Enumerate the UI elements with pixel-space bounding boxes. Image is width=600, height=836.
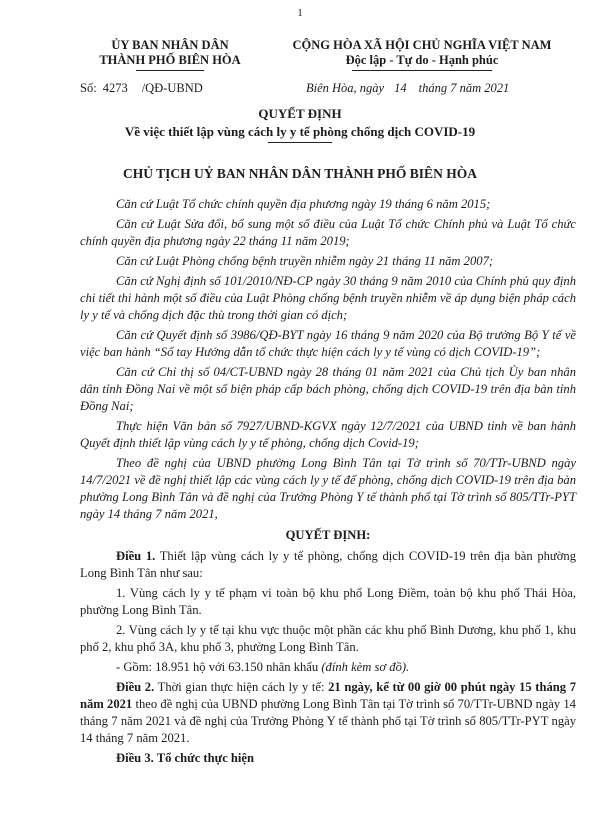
article-2-period: 21 ngày, kể từ 00 giờ 00 phút ngày 15 tháng 7 năm 2021 [80, 680, 577, 711]
subject-underline [268, 142, 332, 143]
article-1-label: Điều 1. [116, 549, 156, 563]
month-year: tháng 7 năm 2021 [418, 81, 510, 95]
org-line-1: ỦY BAN NHÂN DÂN [111, 38, 229, 52]
doc-code: /QĐ-UBND [141, 81, 203, 95]
document-number [80, 81, 203, 96]
nation-line-1: CỘNG HÒA XÃ HỘI CHỦ NGHĨA VIỆT NAM [292, 38, 552, 52]
preamble-7: Thực hiện Văn bản số 7927/UBND-KGVX ngày 12/7/2021 của UBND tỉnh về ban hành Quyết định thiết lập vùng cách ly y tế phòng, chống dịch Covid-19; [80, 419, 576, 450]
population-note: (đính kèm sơ đồ). [321, 660, 410, 674]
preamble-6: Căn cứ Chỉ thị số 04/CT-UBND ngày 28 tháng 01 năm 2021 của Chủ tịch Ủy ban nhân dân tỉnh Đồng Nai về một số biện pháp cấp bách phòng, chống dịch COVID-19 trên địa bàn tỉnh Đồng Nai; [80, 365, 576, 413]
doc-no: 4273 [102, 81, 128, 95]
doc-no-label: Số: [80, 81, 97, 95]
motto-underline [352, 70, 492, 71]
page-number: 1 [297, 7, 303, 19]
preamble-3: Căn cứ Luật Phòng chống bệnh truyền nhiễm ngày 21 tháng 11 năm 2007; [116, 254, 494, 268]
place-date [306, 81, 509, 96]
nation-line-2: Độc lập - Tự do - Hạnh phúc [345, 53, 499, 67]
article-3-label: Điều 3. Tổ chức thực hiện [116, 751, 255, 765]
article-1-population [80, 659, 576, 676]
document-body [80, 196, 576, 770]
decision-heading: QUYẾT ĐỊNH: [285, 528, 371, 542]
article-1-item-2: 2. Vùng cách ly y tế tại khu vực thuộc một phần các khu phố Bình Dương, khu phố 1, khu phố 2, khu phố 3A, khu phố 3, phường Long Bình Tân. [80, 623, 576, 654]
doc-type-title: QUYẾT ĐỊNH [258, 106, 342, 121]
population-text: - Gồm: 18.951 hộ với 63.150 nhân khẩu [116, 660, 322, 674]
article-1-item-1: 1. Vùng cách ly y tế phạm vi toàn bộ khu phố Long Điềm, toàn bộ khu phố Thái Hòa, phường Long Bình Tân. [80, 586, 576, 617]
article-2-text-b: theo đề nghị của UBND phường Long Bình Tân tại Tờ trình số 70/TTr-UBND ngày 14 tháng 7 năm 2021 và đề nghị của Trưởng Phòng Y tế thành phố tại Tờ trình số 805/TTr-PYT ngày 14 tháng 7 năm 2021. [80, 697, 576, 745]
preamble-1: Căn cứ Luật Tổ chức chính quyền địa phương ngày 19 tháng 6 năm 2015; [116, 197, 491, 211]
issue-day: 14 [394, 81, 407, 95]
article-2 [80, 679, 576, 747]
preamble-5: Căn cứ Quyết định số 3986/QĐ-BYT ngày 16 tháng 9 năm 2020 của Bộ trưởng Bộ Y tế về việc ban hành “Sổ tay Hướng dẫn tổ chức thực hiện cách ly y tế vùng có dịch COVID-19”; [80, 328, 576, 359]
article-1-text: Thiết lập vùng cách ly y tế phòng, chống dịch COVID-19 trên địa bàn phường Long Bình Tân như sau: [80, 549, 576, 580]
national-heading [262, 38, 582, 68]
article-1 [80, 548, 576, 582]
preamble-2: Căn cứ Luật Sửa đổi, bổ sung một số điều của Luật Tổ chức Chính phủ và Luật Tổ chức chính quyền địa phương ngày 22 tháng 11 năm 2019; [80, 217, 576, 248]
issuing-official: CHỦ TỊCH UỶ BAN NHÂN DÂN THÀNH PHỐ BIÊN HÒA [123, 166, 477, 181]
preamble-4: Căn cứ Nghị định số 101/2010/NĐ-CP ngày 30 tháng 9 năm 2010 của Chính phủ quy định chi tiết thi hành một số điều của Luật Phòng chống bệnh truyền nhiễm về áp dụng biện pháp cách ly y tế và chống dịch đặc thù trong thời gian có dịch; [80, 274, 576, 322]
article-3 [80, 750, 576, 767]
org-line-2: THÀNH PHỐ BIÊN HÒA [99, 53, 241, 67]
preamble-8: Theo đề nghị của UBND phường Long Bình Tân tại Tờ trình số 70/TTr-UBND ngày 14/7/2021 về đề nghị thiết lập các vùng cách ly y tế để phòng, chống dịch COVID-19 trên địa bàn phường Long Bình Tân và đề nghị của Trưởng Phòng Y tế thành phố tại Tờ trình số 805/TTr-PYT ngày 14 tháng 7 năm 2021, [80, 456, 576, 521]
issuing-authority [70, 38, 270, 68]
article-2-text-a: Thời gian thực hiện cách ly y tế: [154, 680, 329, 694]
org-underline [136, 70, 204, 71]
article-2-label: Điều 2. [116, 680, 155, 694]
place-date-prefix: Biên Hòa, ngày [306, 81, 385, 95]
doc-subject: Về việc thiết lập vùng cách ly y tế phòng chống dịch COVID-19 [124, 124, 476, 139]
